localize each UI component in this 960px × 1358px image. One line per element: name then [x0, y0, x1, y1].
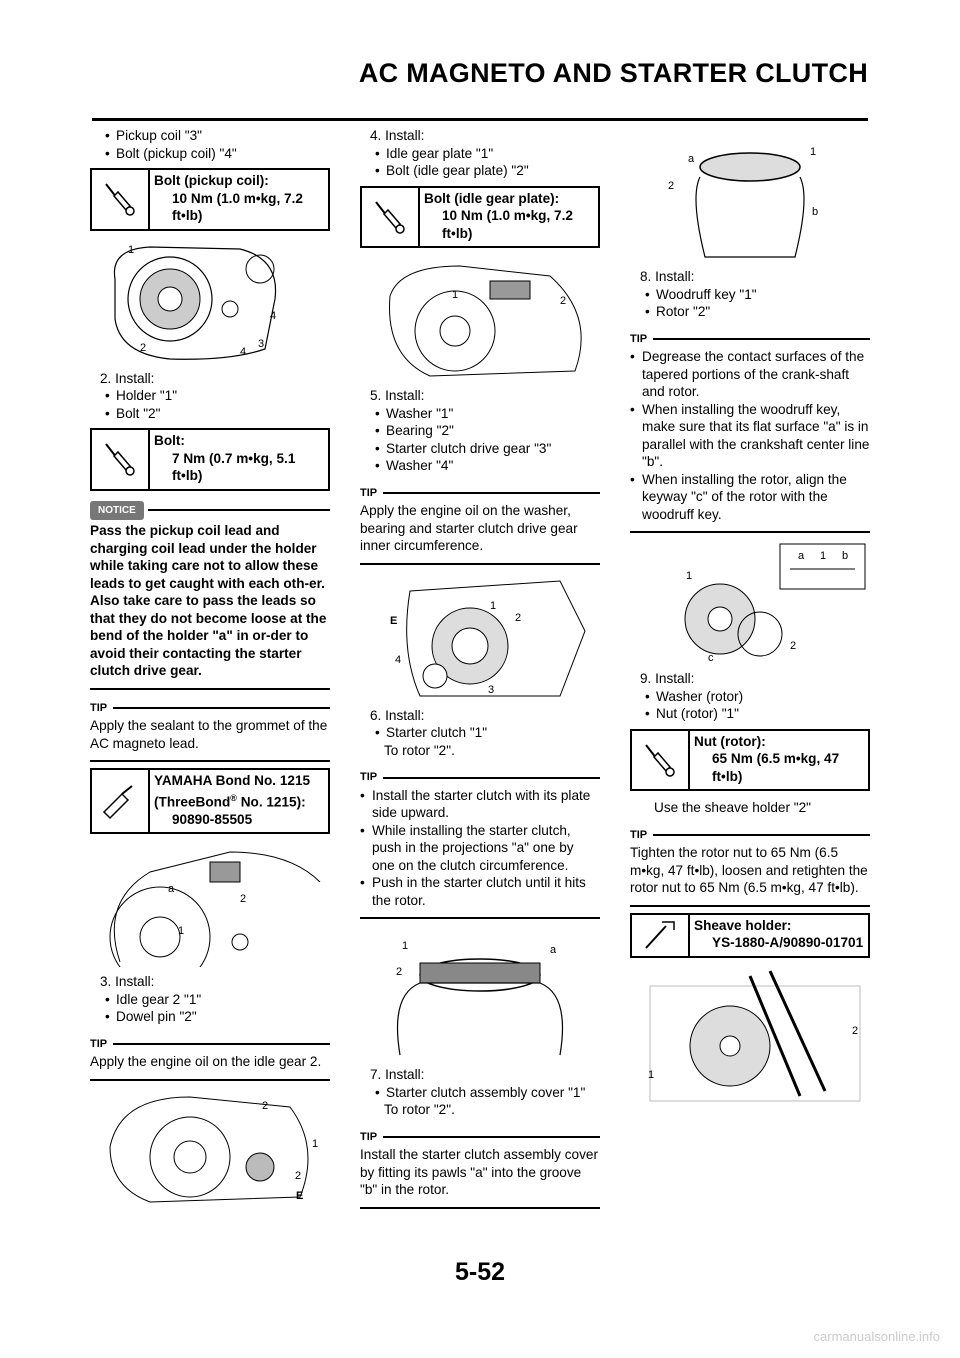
- tool-icon: [632, 915, 690, 956]
- torque-wrench-icon: [362, 188, 420, 247]
- figure-rotor: [630, 539, 870, 664]
- divider: [360, 1207, 600, 1209]
- callout-b: b: [812, 206, 819, 218]
- tip-text: Apply the engine oil on the washer, bearing and starter clutch drive gear inner circumference.: [360, 503, 578, 553]
- callout-3: 3: [258, 337, 265, 350]
- notice-header: [90, 501, 330, 521]
- figure-starter-drive-gear: [360, 571, 600, 701]
- tip-label: TIP: [360, 769, 600, 787]
- oil-icon: E: [296, 1189, 304, 1202]
- tip-label: TIP: [630, 331, 870, 349]
- tip-item: • Degrease the contact surfaces of the tapered portions of the crank-shaft and rotor.: [630, 348, 870, 401]
- step-5-heading: 5. Install:: [370, 388, 425, 403]
- step-6-heading: 6. Install:: [370, 707, 425, 723]
- oil-icon: E: [390, 614, 398, 627]
- spec-value: 10 Nm (1.0 m•kg, 7.2 ft•lb): [172, 190, 303, 223]
- spec-box: [630, 913, 870, 958]
- list-item: • Bolt (idle gear plate) "2": [360, 162, 600, 180]
- tip-text: Apply the engine oil on the idle gear 2.: [90, 1054, 322, 1070]
- callout-1: 1: [490, 599, 497, 612]
- list-item: • Bolt (pickup coil) "4": [90, 145, 330, 163]
- callout-4b: 4: [240, 345, 247, 358]
- callout-1: 1: [810, 146, 817, 158]
- torque-wrench-icon: [92, 170, 150, 229]
- callout-a: a: [550, 944, 557, 956]
- spec-name: Nut (rotor):: [694, 733, 766, 749]
- spec-box: [630, 729, 870, 792]
- sub-text: To rotor "2".: [384, 742, 455, 758]
- step-8-heading: 8. Install:: [640, 269, 695, 284]
- callout-c: c: [708, 652, 714, 664]
- tip-item: • When installing the rotor, align the keyway "c" of the rotor with the woodruff key.: [630, 471, 870, 524]
- title-rule: [92, 118, 868, 121]
- spec-value: 10 Nm (1.0 m•kg, 7.2 ft•lb): [442, 208, 573, 241]
- figure-sheave-holder: [630, 966, 870, 1106]
- callout-1: 1: [820, 550, 827, 562]
- step-3-heading: 3. Install:: [100, 974, 155, 990]
- figure-clutch-cover: [630, 137, 870, 262]
- tip-box: [630, 827, 870, 907]
- sealant-tube-icon: [92, 770, 150, 832]
- tip-text: Tighten the rotor nut to 65 Nm (6.5 m•kg, 47 ft•lb), loosen and retighten the rotor nut to 65 Nm (6.5 m•kg, 47 ft•lb).: [630, 845, 868, 895]
- spec-value: 65 Nm (6.5 m•kg, 47 ft•lb): [712, 751, 840, 784]
- list-item: • Pickup coil "3": [90, 127, 330, 145]
- list-item: • Idle gear 2 "1": [90, 991, 330, 1009]
- spec-value: YS-1880-A/90890-01701: [712, 935, 864, 950]
- notice-badge: NOTICE: [90, 501, 144, 521]
- callout-3: 3: [488, 683, 495, 696]
- list-item: • Bearing "2": [360, 422, 600, 440]
- sub-text: To rotor "2".: [384, 1102, 455, 1117]
- callout-1: 1: [178, 925, 185, 938]
- figure-starter-clutch: [360, 925, 600, 1060]
- tip-label: TIP: [90, 1036, 330, 1054]
- callout-2: 2: [262, 1099, 269, 1112]
- callout-1b: 1: [686, 570, 693, 582]
- spec-value: 7 Nm (0.7 m•kg, 5.1 ft•lb): [172, 450, 296, 483]
- callout-4: 4: [395, 653, 402, 666]
- callout-2: 2: [852, 1024, 859, 1037]
- torque-wrench-icon: [92, 430, 150, 489]
- callout-2: 2: [240, 893, 247, 906]
- list-item: • Rotor "2": [630, 303, 870, 321]
- tip-box: [90, 700, 330, 763]
- callout-2: 2: [515, 611, 522, 624]
- callout-2: 2: [790, 640, 797, 652]
- notice-text: Pass the pickup coil lead and charging coil lead under the holder while taking care not to allow these leads to get caught with each oth-er. Also take care to pass the leads so that they do not become loose at the bend of the holder "a" in or-der to avoid their contacting the starter clutch drive gear.: [90, 523, 327, 678]
- list-item: • Dowel pin "2": [90, 1008, 330, 1026]
- figure-pickup-coil: [90, 239, 330, 364]
- list-item: • Starter clutch drive gear "3": [360, 440, 600, 458]
- step-7-heading: 7. Install:: [370, 1067, 425, 1082]
- tip-label: TIP: [630, 827, 870, 845]
- tip-item: • While installing the starter clutch, push in the projections "a" one by one on the clutch circumference.: [360, 822, 600, 875]
- callout-1: 1: [402, 940, 409, 952]
- list-item: • Woodruff key "1": [630, 286, 870, 304]
- divider: [90, 760, 330, 762]
- callout-2b: 2: [295, 1169, 302, 1182]
- torque-wrench-icon: [632, 731, 690, 790]
- spec-name: YAMAHA Bond No. 1215 (ThreeBond® No. 1215):: [154, 773, 311, 810]
- tip-label: TIP: [360, 1129, 600, 1147]
- column-2: [360, 127, 600, 1215]
- tip-box: [90, 1036, 330, 1081]
- spec-name: Bolt (idle gear plate):: [424, 190, 560, 206]
- spec-value: 90890-85505: [172, 811, 253, 827]
- step-9-heading: 9. Install:: [640, 671, 695, 686]
- tip-text: Install the starter clutch assembly cover by fitting its pawls "a" into the groove "b" in the rotor.: [360, 1147, 598, 1197]
- divider: [90, 688, 330, 690]
- callout-1: 1: [312, 1137, 319, 1150]
- list-item: • Idle gear plate "1": [360, 145, 600, 163]
- column-3: [630, 127, 870, 1112]
- tip-item: • When installing the woodruff key, make sure that its flat surface "a" is in parallel with the crankshaft center line "b".: [630, 401, 870, 471]
- tip-label: TIP: [90, 700, 330, 718]
- list-item: • Starter clutch "1": [360, 724, 600, 742]
- step-2-heading: 2. Install:: [100, 370, 155, 386]
- spec-box: [90, 168, 330, 231]
- callout-b: b: [842, 550, 849, 562]
- page-title: AC MAGNETO AND STARTER CLUTCH: [358, 58, 868, 88]
- tip-item: • Install the starter clutch with its plate side upward.: [360, 787, 600, 822]
- spec-box: [90, 428, 330, 491]
- page-number: 5-52: [454, 1258, 506, 1286]
- callout-2: 2: [140, 341, 147, 354]
- divider: [630, 905, 870, 907]
- divider: [630, 531, 870, 533]
- tip-box: [360, 769, 600, 919]
- list-item: • Holder "1": [90, 387, 330, 405]
- figure-idle-gear-plate: [360, 256, 600, 381]
- divider: [90, 1079, 330, 1081]
- callout-1: 1: [648, 1068, 655, 1081]
- spec-name: Bolt:: [154, 433, 185, 448]
- tip-box: [630, 331, 870, 534]
- callout-2: 2: [396, 966, 403, 978]
- callout-1: 1: [452, 289, 459, 301]
- list-item: • Nut (rotor) "1": [630, 705, 870, 723]
- tip-box: [360, 1129, 600, 1209]
- callout-1: 1: [128, 243, 135, 256]
- tip-text: Apply the sealant to the grommet of the AC magneto lead.: [90, 718, 328, 751]
- spec-name: Bolt (pickup coil):: [154, 173, 269, 188]
- list-item: • Bolt "2": [90, 405, 330, 423]
- list-item: • Washer "4": [360, 457, 600, 475]
- spec-box: [360, 186, 600, 249]
- tip-item: • Push in the starter clutch until it hits the rotor.: [360, 874, 600, 909]
- callout-2: 2: [668, 180, 675, 192]
- tip-label: TIP: [360, 485, 600, 503]
- sub-text: Use the sheave holder "2": [654, 800, 812, 815]
- spec-name: Sheave holder:: [694, 917, 792, 933]
- callout-4: 4: [270, 309, 277, 322]
- callout-a: a: [798, 550, 805, 562]
- divider: [360, 917, 600, 919]
- divider: [360, 563, 600, 565]
- callout-2: 2: [560, 295, 567, 307]
- list-item: • Starter clutch assembly cover "1": [360, 1084, 600, 1102]
- step-4-heading: 4. Install:: [370, 128, 425, 143]
- callout-a: a: [688, 153, 695, 165]
- callout-a: a: [168, 883, 175, 896]
- list-item: • Washer "1": [360, 405, 600, 423]
- figure-holder: [90, 842, 330, 967]
- spec-box: [90, 768, 330, 834]
- figure-idle-gear: [90, 1087, 330, 1207]
- column-1: [90, 127, 330, 1213]
- watermark: carmanualsonline.info: [813, 1329, 940, 1344]
- tip-box: [360, 485, 600, 565]
- list-item: • Washer (rotor): [630, 688, 870, 706]
